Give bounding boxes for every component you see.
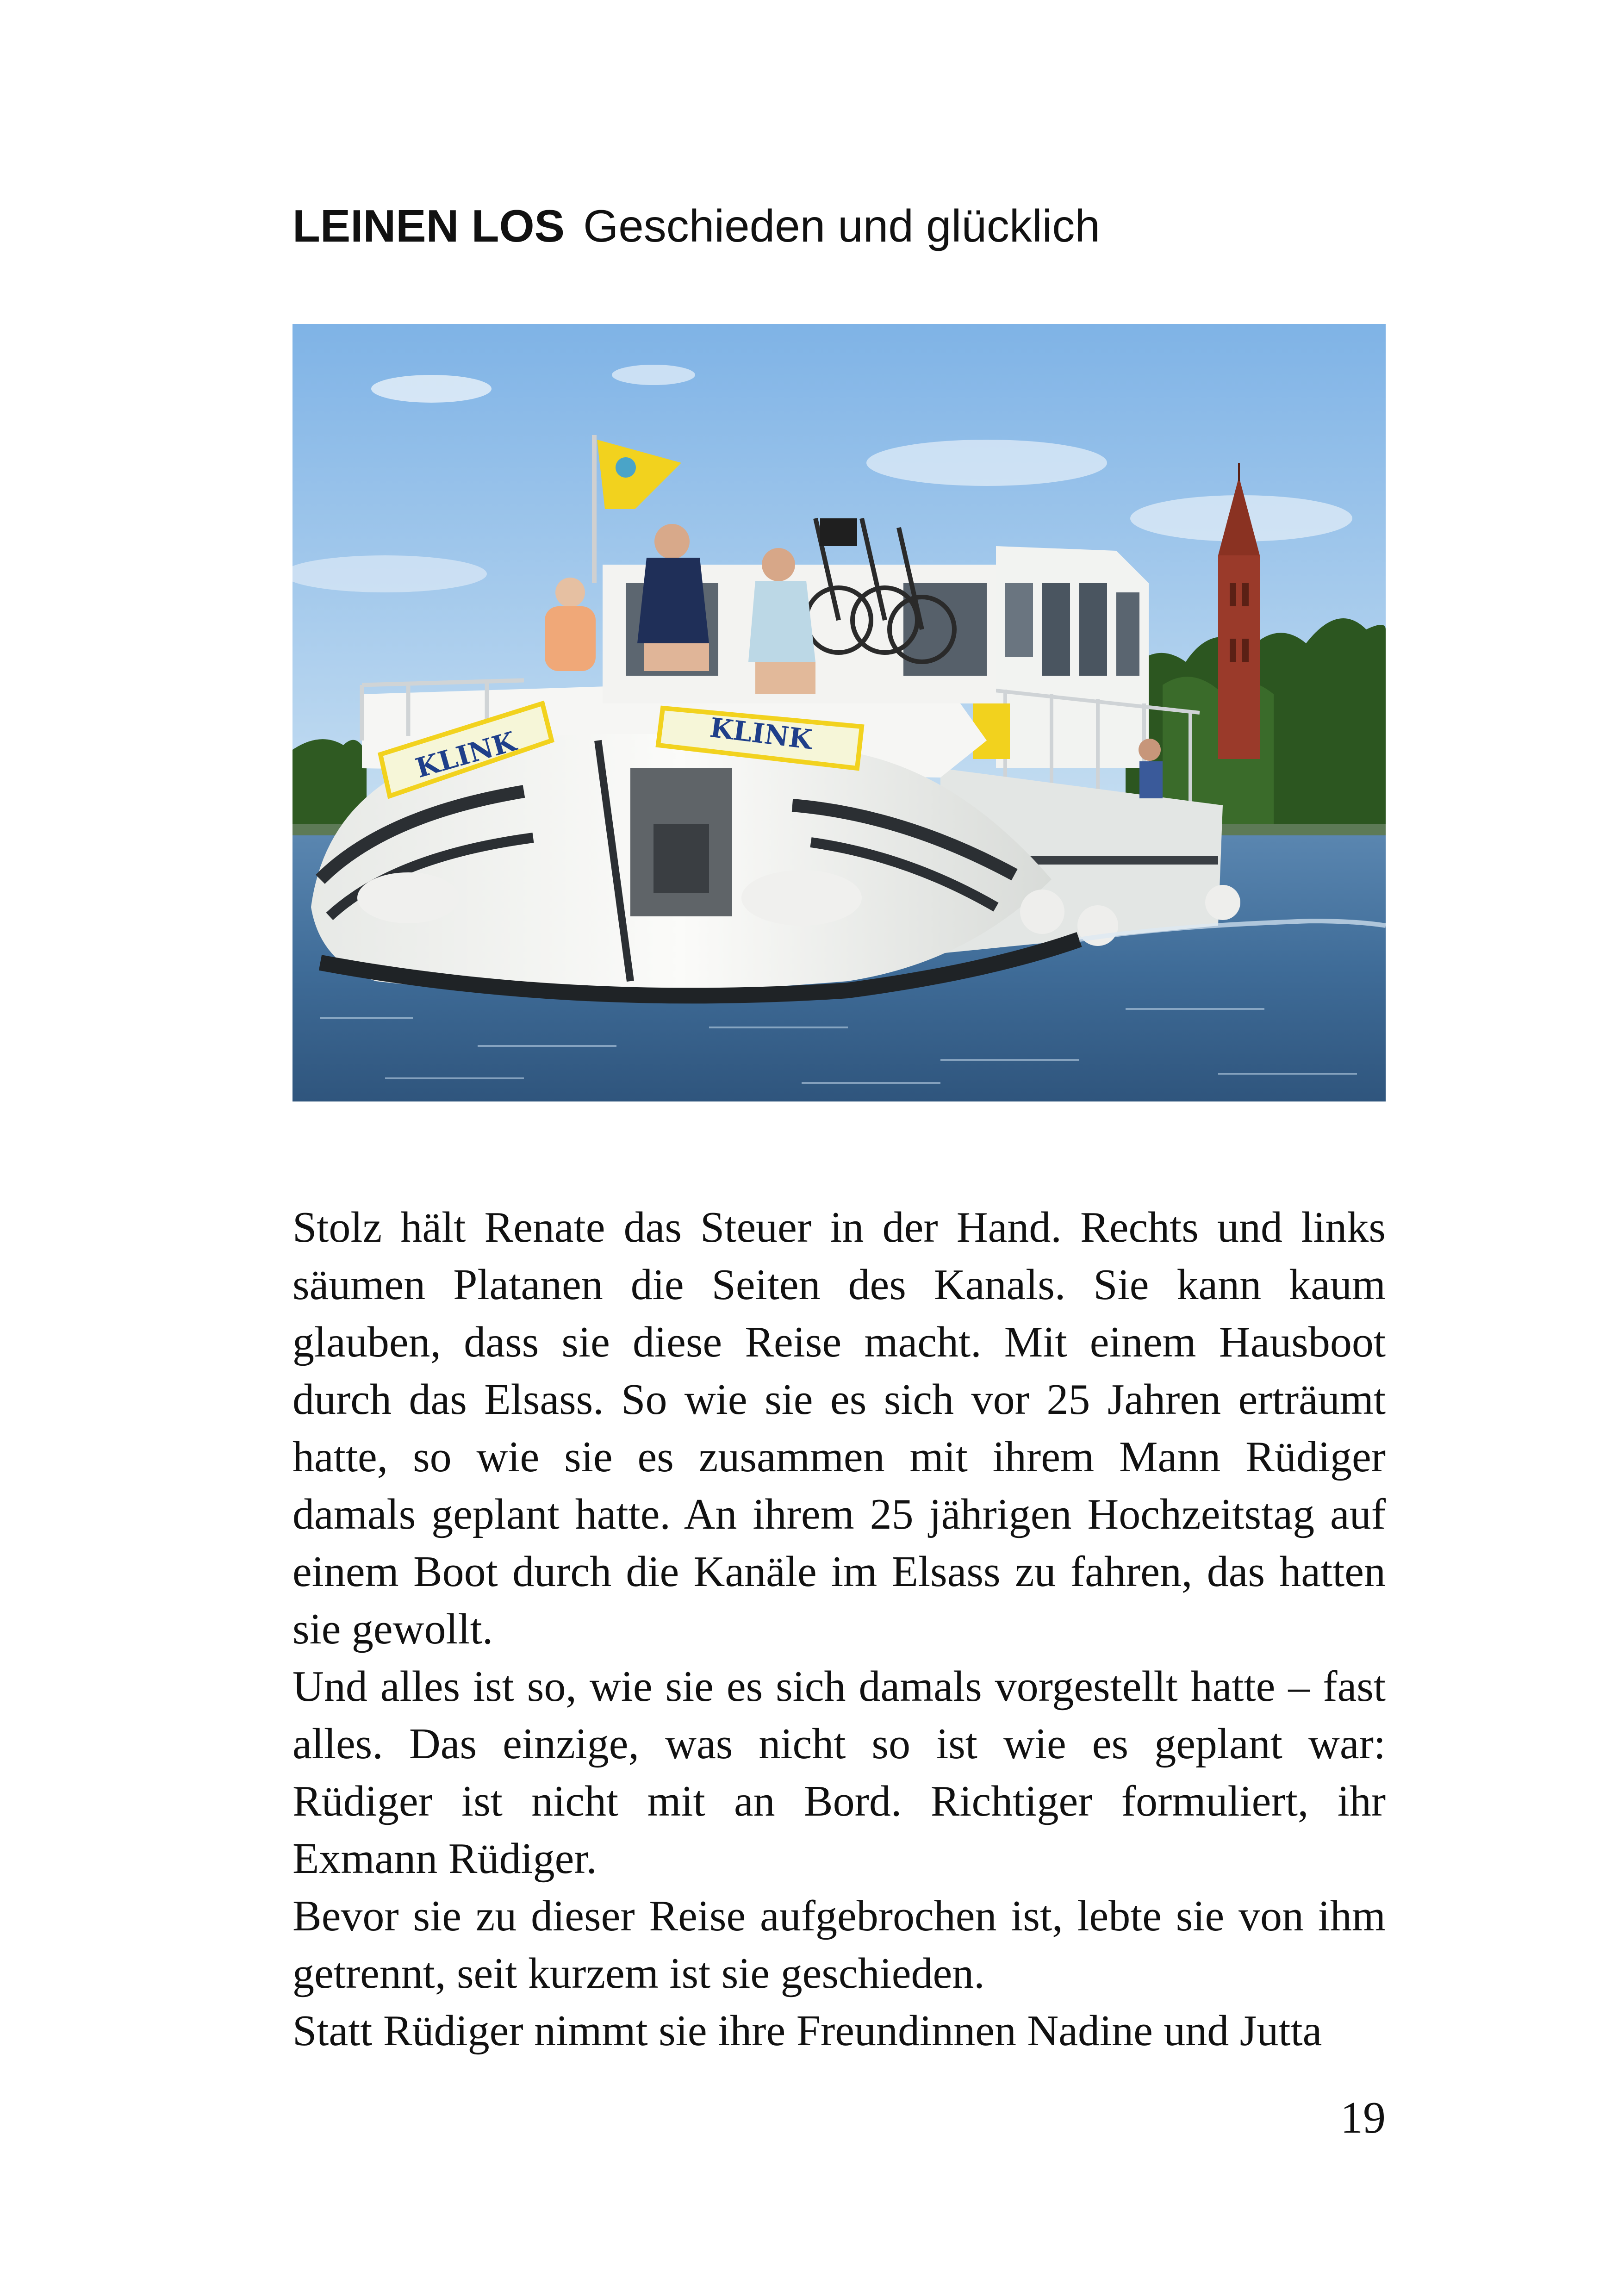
page-title	[292, 199, 1100, 254]
paragraph: Bevor sie zu dieser Reise aufgebrochen ist, lebte sie von ihm getrennt, seit kurzem ist sie geschieden.	[292, 1892, 1386, 1997]
houseboat-photo	[292, 324, 1386, 1101]
svg-text:KLINK: KLINK	[708, 711, 814, 756]
page-number: 19	[1340, 2093, 1386, 2143]
chapter-kicker: LEINEN LOS	[292, 200, 565, 251]
paragraph: Und alles ist so, wie sie es sich damals vorgestellt hatte – fast alles. Das einzige, was nicht so ist wie es geplant war: Rüdiger ist nicht mit an Bord. Richtiger formuliert, ihr Exmann Rüdiger.	[292, 1662, 1386, 1883]
paragraph: Stolz hält Renate das Steuer in der Hand. Rechts und links säumen Platanen die Seiten des Kanals. Sie kann kaum glauben, dass sie diese Reise macht. Mit einem Hausboot durch das Elsass. So wie sie es sich vor 25 Jahren erträumt hatte, so wie sie es zusammen mit ihrem Mann Rüdiger damals geplant hatte. An ihrem 25 jährigen Hochzeitstag auf einem Boot durch die Kanäle im Elsass zu fahren, das hatten sie gewollt.	[292, 1203, 1386, 1653]
chapter-title: Geschieden und glücklich	[583, 200, 1100, 251]
paragraph: Statt Rüdiger nimmt sie ihre Freundinnen Nadine und Jutta	[292, 2007, 1322, 2055]
svg-text:KLINK: KLINK	[412, 725, 520, 784]
body-text	[292, 1199, 1386, 2060]
